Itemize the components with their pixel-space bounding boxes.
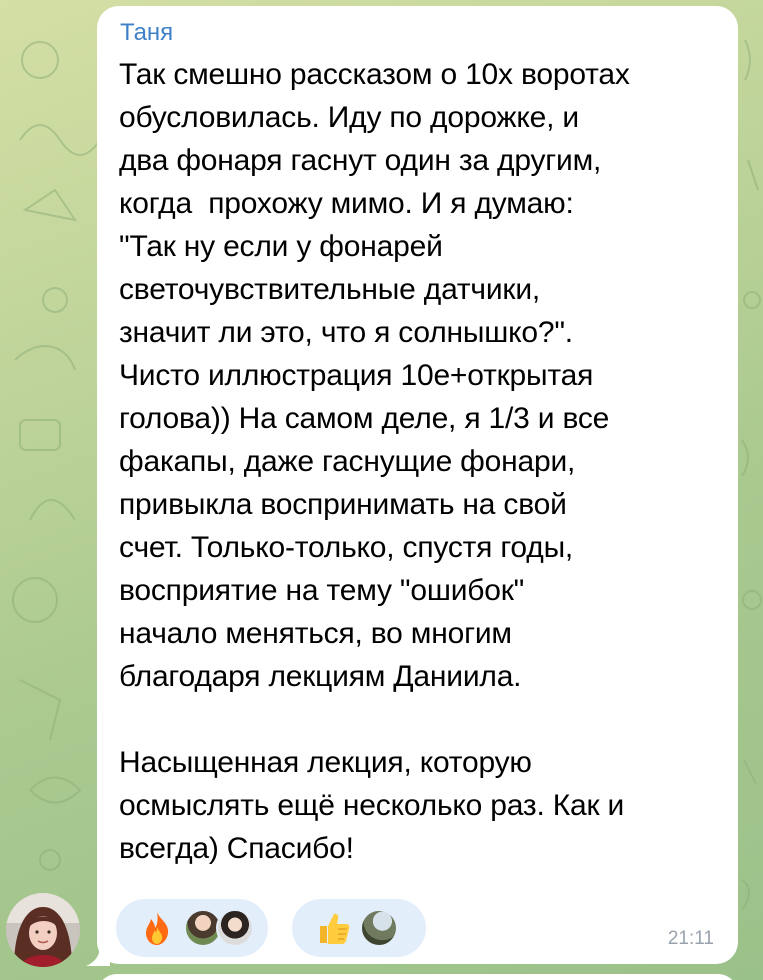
- next-message-bubble[interactable]: [97, 974, 738, 980]
- avatar-photo: [6, 893, 80, 967]
- fire-icon: [138, 909, 176, 947]
- sender-avatar[interactable]: [6, 893, 80, 967]
- message-text: Так смешно рассказом о 10х воротах обусловилась. Иду по дорожке, и два фонаря гаснут один за другим, когда прохожу мимо. И я думаю: "Так ну если у фонарей светочувствительные датчики, значит ли это, что я солнышко?". Чисто иллюстрация 10е+открытая голова)) На самом деле, я 1/3 и все факапы, даже гаснущие фонари, привыкла воспринимать на свой счет. Только-только, спустя годы, восприятие на тему "ошибок" начало меняться, во многим благодаря лекциям Даниила. Насыщенная лекция, которую осмыслять ещё несколько раз. Как и всегда) Спасибо!: [119, 58, 630, 865]
- message-timestamp: 21:11: [667, 928, 714, 949]
- reaction-fire[interactable]: [116, 899, 268, 957]
- thumbs-up-icon: [314, 909, 352, 947]
- sender-name[interactable]: Таня: [120, 19, 174, 46]
- message-bubble[interactable]: [97, 6, 738, 964]
- reactor-avatar: [216, 909, 254, 947]
- reactor-avatar: [360, 909, 398, 947]
- reaction-thumbs-up[interactable]: [292, 899, 426, 957]
